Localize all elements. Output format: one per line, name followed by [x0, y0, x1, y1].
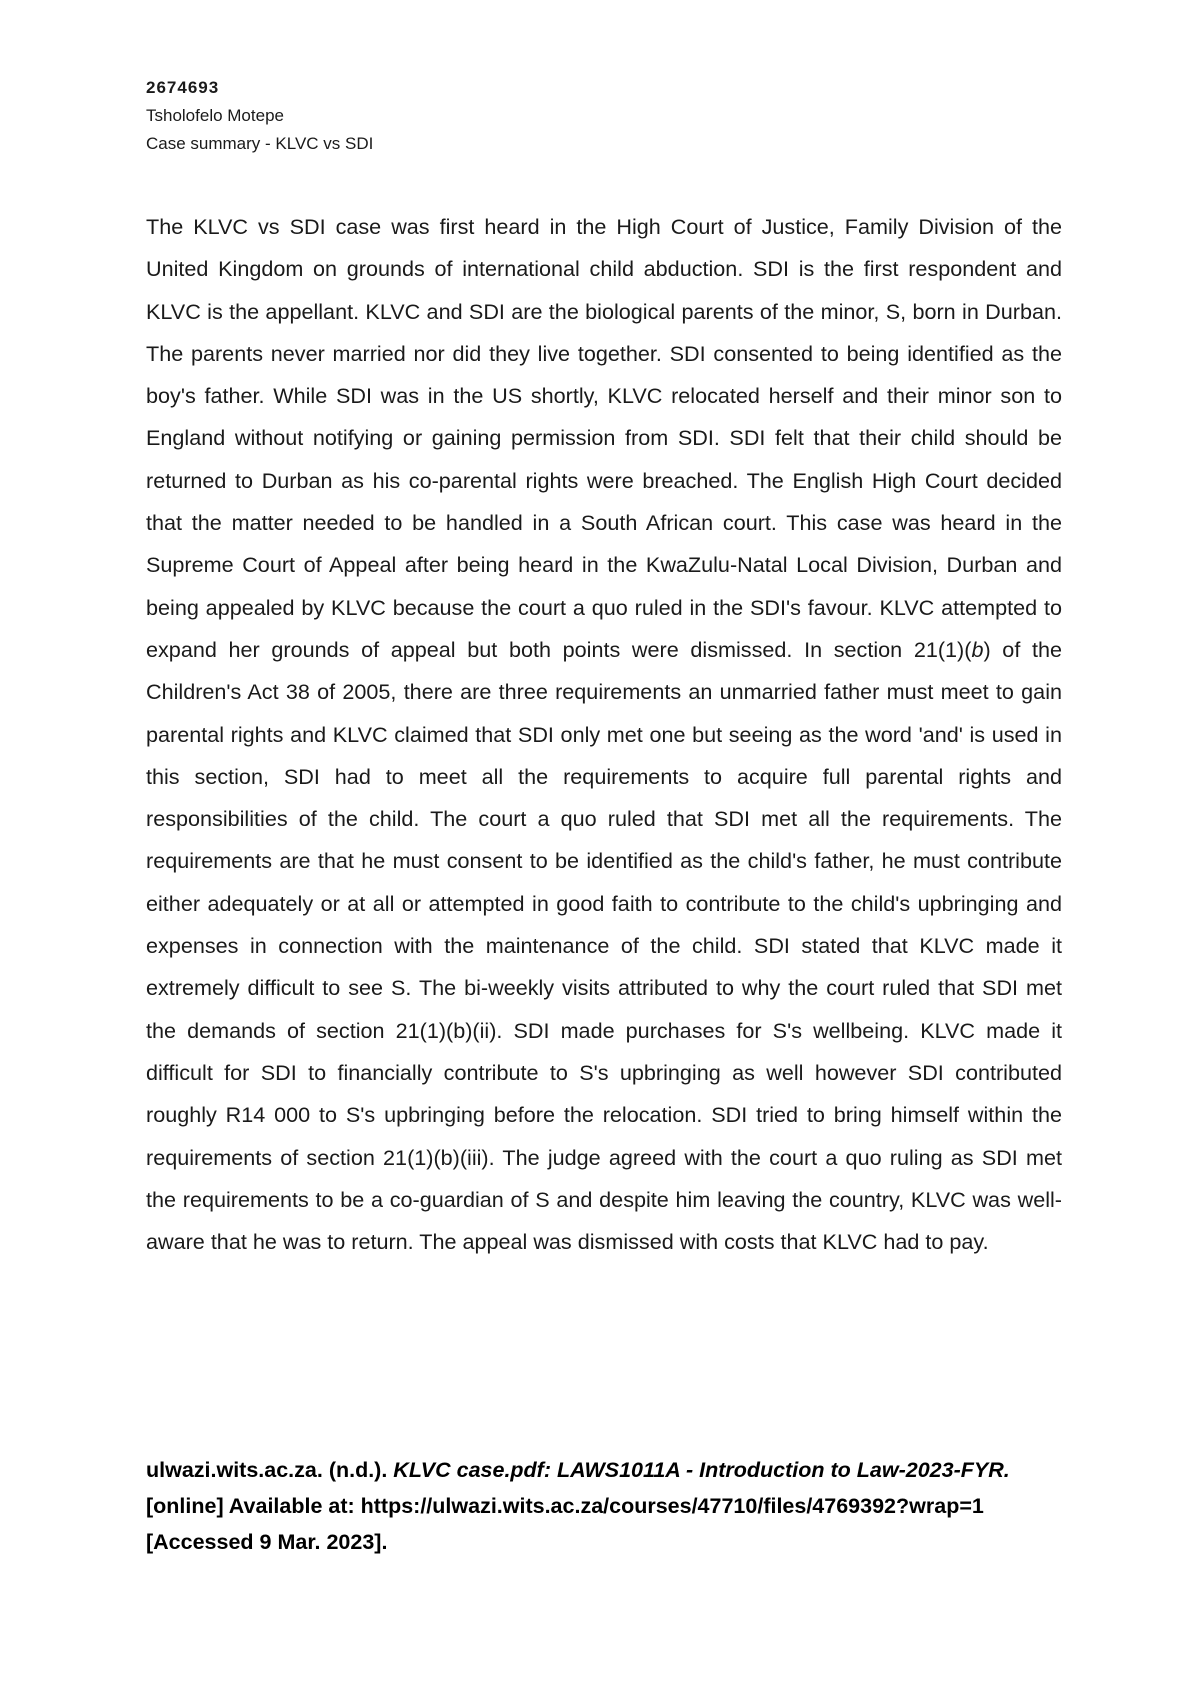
reference-citation: [146, 1452, 1062, 1560]
summary-text-part-1: The KLVC vs SDI case was first heard in the High Court of Justice, Family Division of the United Kingdom on grounds of international child abduction. SDI is the first respondent and KLVC is the appellant. KLVC and SDI are the biological parents of the minor, S, born in Durban. The parents never married nor did they live together. SDI consented to being identified as the boy's father. While SDI was in the US shortly, KLVC relocated herself and their minor son to England without notifying or gaining permission from SDI. SDI felt that their child should be returned to Durban as his co-parental rights were breached. The English High Court decided that the matter needed to be handled in a South African court. This case was heard in the Supreme Court of Appeal after being heard in the KwaZulu-Natal Local Division, Durban and being appealed by KLVC because the court a quo ruled in the SDI's favour. KLVC attempted to expand her grounds of appeal but both points were dismissed. In section 21(1)(: [146, 214, 1062, 662]
reference-availability: [online] Available at: https://ulwazi.wits.ac.za/courses/47710/files/4769392?wrap=1 [Accessed 9 Mar. 2023].: [146, 1494, 984, 1554]
summary-text-part-2: ) of the Children's Act 38 of 2005, there are three requirements an unmarried father must meet to gain parental rights and KLVC claimed that SDI only met one but seeing as the word 'and' is used in this section, SDI had to meet all the requirements to acquire full parental rights and responsibilities of the child. The court a quo ruled that SDI met all the requirements. The requirements are that he must consent to be identified as the child's father, he must contribute either adequately or at all or attempted in good faith to contribute to the child's upbringing and expenses in connection with the maintenance of the child. SDI stated that KLVC made it extremely difficult to see S. The bi-weekly visits attributed to why the court ruled that SDI met the demands of section 21(1)(b)(ii). SDI made purchases for S's wellbeing. KLVC made it difficult for SDI to financially contribute to S's upbringing as well however SDI contributed roughly R14 000 to S's upbringing before the relocation. SDI tried to bring himself within the requirements of section 21(1)(b)(iii). The judge agreed with the court a quo ruling as SDI met the requirements to be a co-guardian of S and despite him leaving the country, KLVC was well-aware that he was to return. The appeal was dismissed with costs that KLVC had to pay.: [146, 636, 1063, 1255]
reference-title: KLVC case.pdf: LAWS1011A - Introduction to Law-2023-FYR.: [393, 1458, 1010, 1482]
document-title: Case summary - KLVC vs SDI: [146, 134, 374, 153]
summary-italic-b: b: [971, 636, 984, 662]
case-summary-paragraph: [146, 206, 1062, 1263]
student-number: 2674693: [146, 78, 220, 97]
document-header: [146, 74, 373, 158]
student-name: Tsholofelo Motepe: [146, 106, 284, 125]
reference-source: ulwazi.wits.ac.za. (n.d.).: [146, 1458, 394, 1482]
